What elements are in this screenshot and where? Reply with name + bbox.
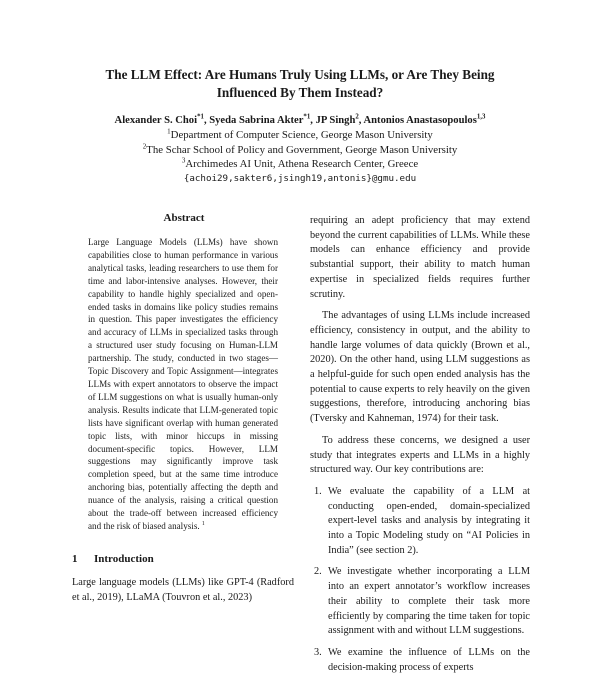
list-item-text: We investigate whether incorporating a LLM into an expert annotator’s workflow increases their ability to complete their task more efficiently by comparing the time taken for topic assignment with and without LLM suggestions.: [328, 566, 530, 637]
affiliation-mark: 3: [181, 156, 186, 165]
affiliation-text: Archimedes AI Unit, Athena Research Center, Greece: [185, 158, 419, 170]
affiliation: [40, 143, 560, 157]
author-mark: 2: [355, 113, 359, 121]
affiliation: [40, 157, 560, 171]
author-mark: *1: [197, 113, 204, 121]
author-name: JP Singh: [315, 115, 356, 126]
author-emails: {achoi29,sakter6,jsingh19,antonis}@gmu.edu: [183, 173, 417, 184]
author-name: Alexander S. Choi: [114, 115, 198, 126]
right-column: [310, 214, 530, 682]
introduction-text: Large language models (LLMs) like GPT-4 (Radford et al., 2019), LLaMA (Touvron et al., 2023): [72, 577, 294, 603]
section-title: Introduction: [94, 553, 154, 565]
paragraph: To address these concerns, we designed a user study that integrates experts and LLMs in a highly structured way. Our key contributions are:: [310, 434, 530, 476]
section-number: 1: [72, 553, 78, 565]
list-item-text: We evaluate the capability of a LLM at conducting open-ended, domain-specialized expert-level tasks and analysis by integrating it into a Topic Modeling study on “AI Policies in India” (see section 2).: [328, 485, 530, 556]
affiliation-mark: 2: [142, 142, 147, 151]
paragraph: requiring an adept proficiency that may extend beyond the current capabilities of LLMs. While these models can enhance efficiency and provide substantial support, their ability to match human expertise in specialized fields requires further scrutiny.: [310, 215, 530, 300]
abstract-body: [88, 236, 278, 533]
title-line-2: Influenced By Them Instead?: [216, 85, 384, 100]
list-item: [310, 565, 530, 639]
paper-title: [60, 66, 540, 102]
paragraph: The advantages of using LLMs include increased efficiency, consistency in output, and the ability to handle large volumes of data quickly (Brown et al., 2020). On the other hand, using LLM suggestions as a helpful-guide for such open ended analysis has the potential to cause experts to rely heavily on the given suggestions, therefore, introducing anchoring bias (Tversky and Kahneman, 1974) for their task.: [310, 310, 530, 425]
contributions-list: [310, 485, 530, 675]
affiliation-mark: 1: [167, 127, 171, 136]
list-item: [310, 485, 530, 559]
author-name: Antonios Anastasopoulos: [363, 115, 477, 126]
author-name: Syeda Sabrina Akter: [209, 115, 304, 126]
author-mark: 1,3: [476, 113, 486, 121]
title-line-1: The LLM Effect: Are Humans Truly Using LLMs, or Are They Being: [105, 67, 495, 82]
list-marker: 2.: [314, 566, 322, 578]
list-item-text: We examine the influence of LLMs on the decision-making process of experts: [328, 646, 530, 673]
list-marker: 3.: [314, 646, 322, 658]
abstract-heading: Abstract: [163, 212, 205, 224]
list-marker: 1.: [314, 485, 322, 497]
author-mark: *1: [303, 113, 311, 121]
affiliation: [40, 128, 560, 142]
affiliation-text: Department of Computer Science, George Mason University: [170, 129, 433, 141]
affiliation-text: The Schar School of Policy and Government, George Mason University: [146, 144, 458, 156]
author-list: Alexander S. Choi$^{*1}$, Syeda Sabrina Akter$^{*1}$, JP Singh$^2$, Antonios Anastasopoulos$^{1,3}$: [114, 113, 486, 126]
list-item: [310, 646, 530, 675]
footnote-mark[interactable]: 1: [201, 520, 205, 527]
abstract-text: Large Language Models (LLMs) have shown capabilities close to human performance in various analytical tasks, leading researchers to use them for time and labor-intensive analyses. However, their capability to handle highly specialized and open-ended tasks in domains like policy studies remains in question. This paper investigates the efficiency and accuracy of LLMs in specialized tasks through a structured user study focusing on Human-LLM partnership. The study, conducted in two stages—Topic Discovery and Topic Assignment—integrates LLMs with expert annotators to observe the impact of LLM suggestions on what is usually human-only analysis. Results indicate that LLM-generated topic lists have significant overlap with human generated topic lists, with minor hiccups in missing document-specific topics. However, LLM suggestions may significantly improve task completion speed, but at the same time introduce anchoring bias, potentially affecting the depth and nuance of the analysis, raising a critical question about the trade-off between increased efficiency and the risk of biased analysis.: [88, 237, 278, 531]
section-heading-introduction: [72, 553, 154, 565]
